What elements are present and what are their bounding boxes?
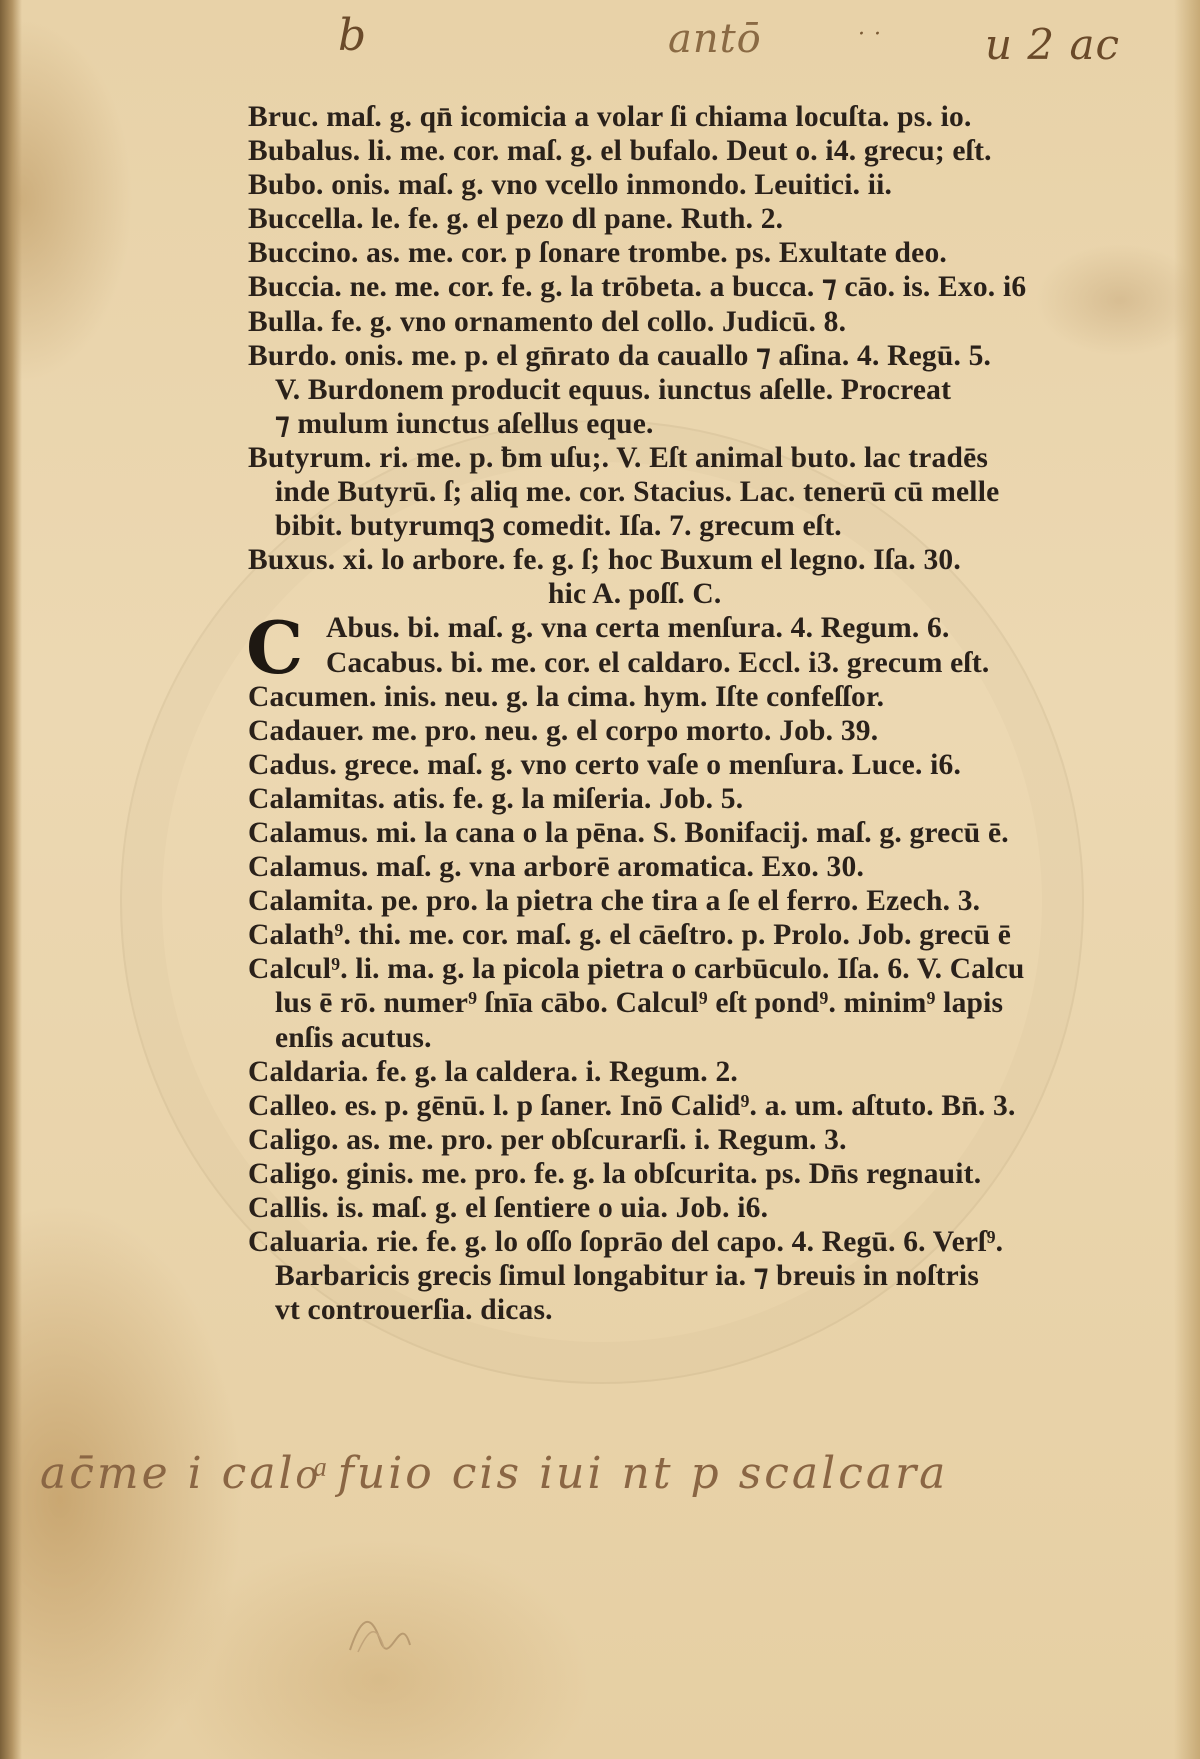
entry-line: Bubo. onis. maſ. g. vno vcello inmondo. Leuitici. ii. [248,169,893,202]
entry-line: lus ē rō. numer⁹ ſnīa cābo. Calcul⁹ eſt pond⁹. minim⁹ lapis [275,987,1004,1020]
entry-line: Calamus. mi. la cana o la pēna. S. Bonifacij. maſ. g. grecū ē. [248,816,1009,849]
entry-line: enſis acutus. [275,1021,432,1054]
entry-line: Buccella. le. fe. g. el pezo dl pane. Ruth. 2. [248,203,784,236]
entry-line: Bulla. fe. g. vno ornamento del collo. Judicū. 8. [248,305,847,338]
decorated-initial: C [246,605,304,691]
entry-line: Caluaria. rie. fe. g. lo oſſo ſoprāo del capo. 4. Regū. 6. Verſ⁹. [248,1226,1004,1259]
entry-line: Calleo. es. p. gēnū. l. p ſaner. Inō Calid⁹. a. um. aſtuto. Bn̄. 3. [248,1089,1016,1122]
entry-line: Bubalus. li. me. cor. maſ. g. el bufalo. Deut o. i4. grecu; eſt. [248,135,992,168]
entry-line: Calamus. maſ. g. vna arborē aromatica. Exo. 30. [248,851,865,884]
entry-line: inde Butyrū. ſ; aliq me. cor. Stacius. Lac. tenerū cū melle [275,476,1000,509]
marginal-note-bottom: ac̄me i caloͣ fuio cis iui nt p scalcara [40,1448,949,1499]
entry-line: Calamitas. atis. fe. g. la miſeria. Job. 5. [248,782,744,815]
marginal-dots: · · [858,22,882,47]
marginal-signature-mark: u 2 ac [985,20,1121,69]
section-heading: hic A. poſſ. C. [548,578,722,611]
entry-text: Abus. bi. maſ. g. vna certa menſura. 4. Regum. 6. [326,612,950,645]
entry-line: Buccia. ne. me. cor. fe. g. la trōbeta. a bucca. ⁊ cāo. is. Exo. i6 [248,271,1027,304]
page-edge [1174,0,1200,1759]
entry-line: Butyrum. ri. me. p. ƀm uſu;. V. Eſt animal buto. lac tradēs [248,441,989,474]
entry-line: Bruc. maſ. g. qn̄ icomicia a volar ſi chiama locuſta. ps. io. [248,101,972,133]
entry-line: Calcul⁹. li. ma. g. la picola pietra o carbūculo. Iſa. 6. V. Calcu [248,953,1025,986]
ink-scribble [340,1600,420,1660]
marginal-note-top: antō [668,16,762,62]
entry-line: Cacumen. inis. neu. g. la cima. hym. Iſte confeſſor. [248,680,885,713]
entry-line [248,646,1148,680]
entry-line: Barbaricis grecis ſimul longabitur ia. ⁊ breuis in noſtris [275,1260,979,1293]
entry-line: V. Burdonem producit equus. iunctus aſelle. Procreat [275,373,952,406]
entry-line: Caligo. ginis. me. pro. fe. g. la obſcurita. ps. Dn̄s regnauit. [248,1157,982,1190]
entry-line: Callis. is. maſ. g. el ſentiere o uia. Job. i6. [248,1192,769,1224]
entry-line: Calamita. pe. pro. la pietra che tira a ſe el ferro. Ezech. 3. [248,885,981,918]
entry-line: Buxus. xi. lo arbore. fe. g. ſ; hoc Buxum el legno. Iſa. 30. [248,544,961,577]
entry-line: Cadus. grece. maſ. g. vno certo vaſe o menſura. Luce. i6. [248,748,962,781]
dictionary-text-block [248,100,1148,1327]
entry-line: Calath⁹. thi. me. cor. maſ. g. el cāeſtro. p. Prolo. Job. grecū ē [248,919,1012,952]
entry-line: Caligo. as. me. pro. per obſcurarſi. i. Regum. 3. [248,1123,847,1156]
marginal-folio-letter: b [338,10,368,61]
entry-line: Buccino. as. me. cor. p ſonare trombe. ps. Exultate deo. [248,237,947,270]
entry-line: ⁊ mulum iunctus aſellus eque. [275,407,654,440]
entry-line: Caldaria. fe. g. la caldera. i. Regum. 2. [248,1055,738,1088]
entry-text: Cacabus. bi. me. cor. el caldaro. Eccl. i3. grecum eſt. [326,646,990,679]
entry-line: Cadauer. me. pro. neu. g. el corpo morto. Job. 39. [248,714,879,747]
entry-line: bibit. butyrumqꝫ comedit. Iſa. 7. grecum eſt. [275,510,842,543]
page-gutter [0,0,22,1759]
entry-line: vt controuerſia. dicas. [275,1294,553,1327]
entry-line: Burdo. onis. me. p. el gn̄rato da cauallo ⁊ aſina. 4. Regū. 5. [248,339,992,372]
